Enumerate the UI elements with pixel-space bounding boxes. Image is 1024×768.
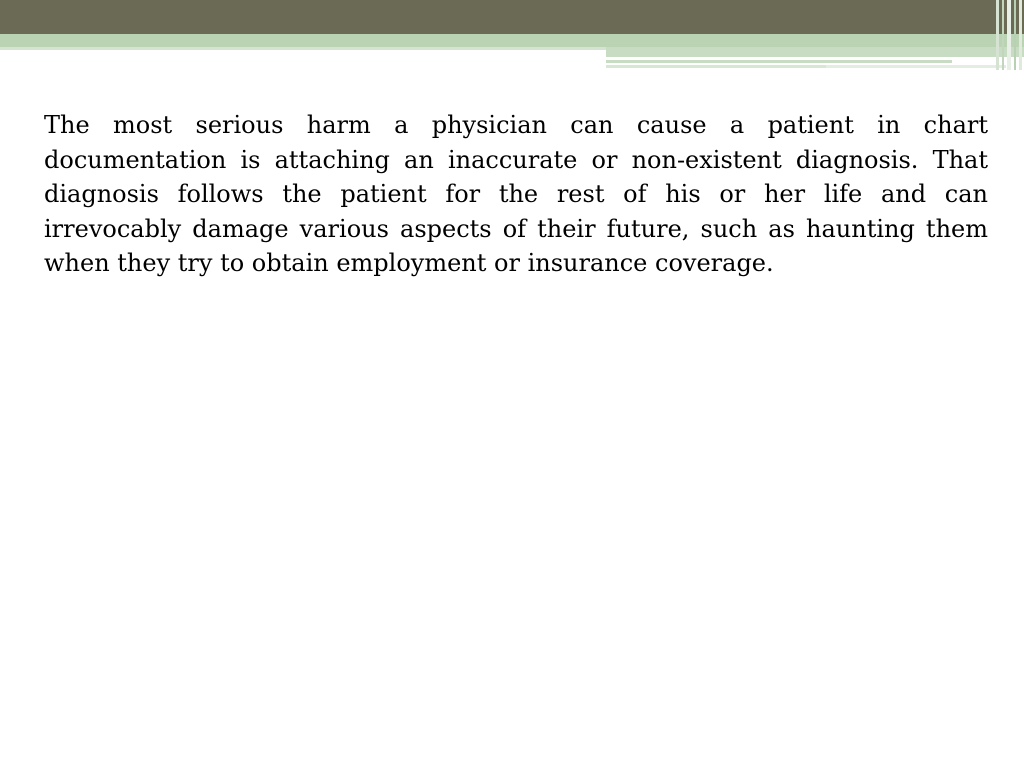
decorative-line — [1002, 0, 1004, 70]
header-right-stripe — [606, 47, 1024, 57]
decorative-line — [1007, 0, 1011, 70]
decorative-line — [996, 0, 999, 70]
header-dark-band — [0, 0, 1024, 34]
decorative-line — [1019, 0, 1022, 70]
slide-body-text: The most serious harm a physician can cause a patient in chart documentation is attaching an inaccurate or non-existent diagnosis. That diagnosis follows the patient for the rest of his or her life and can irrevocably damage various aspects of their future, such as haunting them when they try to obtain employment or insurance coverage. — [44, 111, 988, 277]
header-right-stripe-thin — [826, 65, 1006, 68]
header-decorative-lines — [994, 0, 1024, 70]
header-green-band-lower — [0, 47, 606, 50]
decorative-line — [1014, 0, 1016, 70]
header-right-stripe-thin — [606, 65, 826, 68]
header-right-stripe-thin — [606, 60, 952, 63]
header-green-band — [0, 34, 1024, 47]
